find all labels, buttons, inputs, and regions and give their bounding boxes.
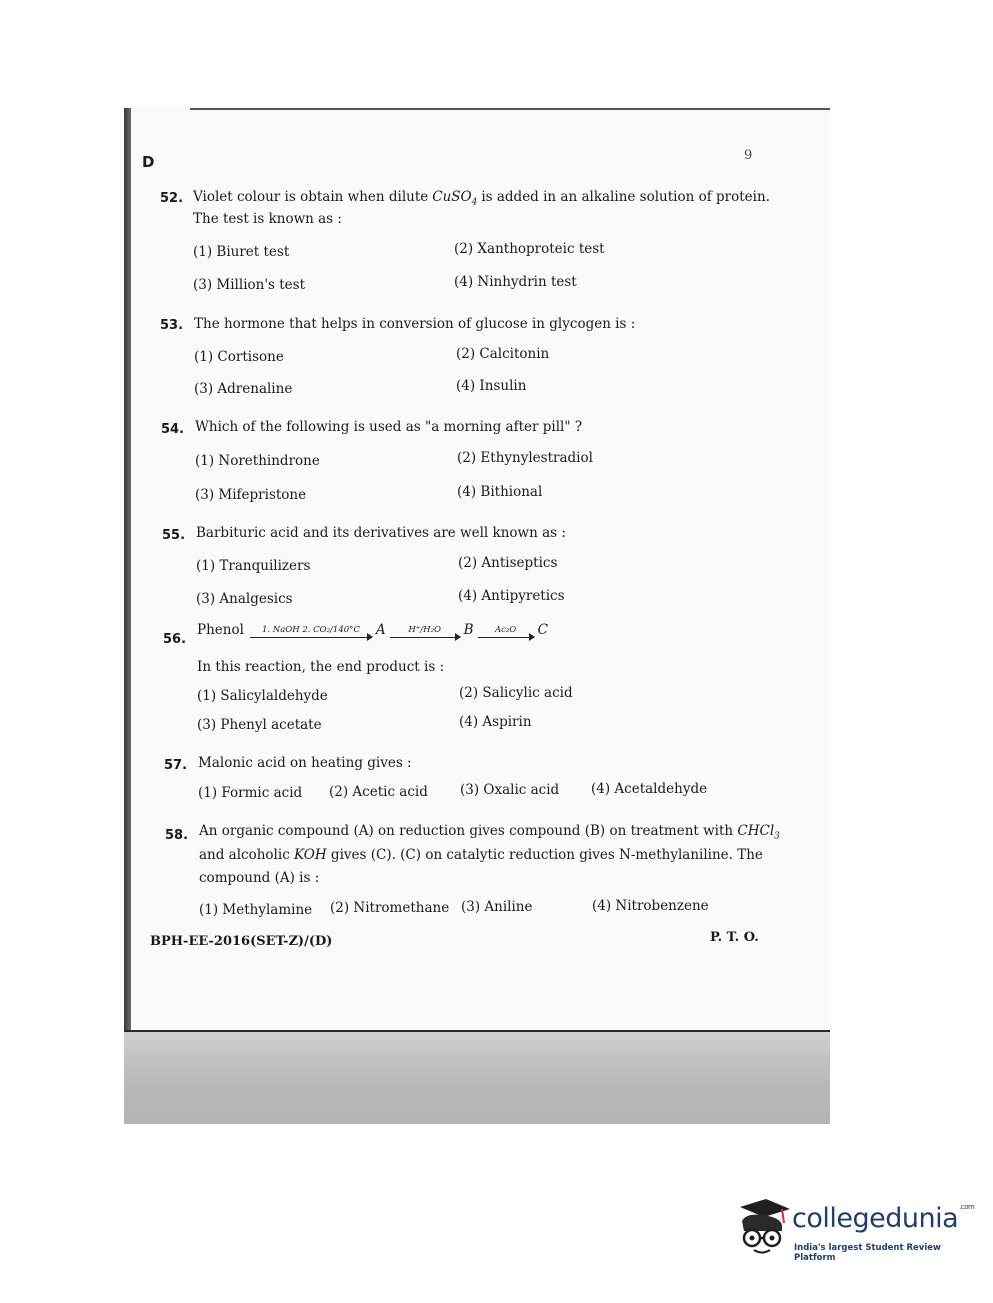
product-c: C (537, 622, 548, 638)
question-number: 58. (165, 828, 189, 843)
question-stem (193, 189, 770, 208)
paper-code: BPH-EE-2016(SET-Z)/(D) (150, 934, 333, 949)
option-1: (1) Cortisone (194, 349, 284, 365)
question-stem-line2: The test is known as : (193, 211, 342, 227)
option-2: (2) Acetic acid (329, 784, 428, 800)
stem-text: is added in an alkaline solution of protein. (481, 189, 770, 205)
reagent-label: H⁺/H₂O (408, 625, 441, 635)
option-3: (3) Phenyl acetate (197, 717, 322, 733)
question-stem: Malonic acid on heating gives : (198, 755, 412, 771)
stem-text: gives (C). (C) on catalytic reduction gives N-methylaniline. The (330, 847, 763, 863)
question-stem: Which of the following is used as "a morning after pill" ? (195, 419, 583, 435)
chemical-formula: KOH (294, 847, 327, 863)
option-1: (1) Norethindrone (195, 453, 320, 469)
option-2: (2) Calcitonin (456, 346, 550, 362)
reaction-arrow (390, 623, 460, 638)
option-4: (4) Bithional (457, 484, 543, 500)
stem-text: and alcoholic (199, 847, 290, 863)
option-1: (1) Formic acid (198, 785, 303, 801)
reagent-label: Ac₂O (494, 625, 517, 635)
question-stem: The hormone that helps in conversion of glucose in glycogen is : (194, 316, 636, 332)
question-number: 55. (162, 528, 186, 543)
question-stem-line3: compound (A) is : (199, 870, 320, 886)
set-letter: D (142, 153, 155, 171)
question-stem-line2 (199, 847, 763, 863)
formula-subscript: 3 (774, 831, 780, 842)
pto-label: P. T. O. (710, 930, 759, 945)
intermediate-a: A (375, 622, 386, 638)
reaction-scheme (197, 622, 550, 638)
mascot-icon (732, 1195, 792, 1257)
option-4: (4) Ninhydrin test (454, 274, 577, 290)
question-number: 52. (160, 191, 184, 206)
option-1: (1) Biuret test (193, 244, 290, 260)
question-number: 53. (160, 318, 184, 333)
option-2: (2) Nitromethane (330, 900, 450, 916)
option-2: (2) Ethynylestradiol (457, 450, 593, 466)
question-stem-line2: In this reaction, the end product is : (197, 659, 445, 675)
option-3: (3) Oxalic acid (460, 782, 560, 798)
option-3: (3) Adrenaline (194, 381, 293, 397)
intermediate-b: B (463, 622, 474, 638)
stem-text: An organic compound (A) on reduction gives compound (B) on treatment with (199, 823, 734, 839)
option-4: (4) Nitrobenzene (592, 898, 709, 914)
logo-wordmark (792, 1203, 974, 1234)
page-number: 9 (744, 148, 753, 163)
chemical-formula (737, 823, 780, 842)
option-2: (2) Xanthoproteic test (454, 241, 605, 257)
formula-text: CuSO (432, 189, 472, 205)
logo-suffix: .com (959, 1203, 975, 1211)
option-1: (1) Salicylaldehyde (197, 688, 328, 704)
reaction-arrow (478, 623, 534, 638)
logo-name: collegedunia (792, 1203, 959, 1234)
question-stem (199, 823, 780, 842)
collegedunia-logo (732, 1195, 975, 1265)
option-2: (2) Salicylic acid (459, 685, 573, 701)
stem-text: Violet colour is obtain when dilute (193, 189, 429, 205)
reagent-label: 1. NaOH 2. CO₂/140°C (261, 625, 360, 635)
reactant-phenol: Phenol (197, 622, 244, 638)
question-number: 57. (164, 758, 188, 773)
top-rule (190, 108, 830, 110)
question-number: 54. (161, 422, 185, 437)
chemical-formula (432, 189, 477, 208)
question-number: 56. (163, 632, 187, 647)
scan-binding-shadow (124, 108, 131, 1124)
option-1: (1) Tranquilizers (196, 558, 311, 574)
option-3: (3) Mifepristone (195, 487, 307, 503)
question-stem: Barbituric acid and its derivatives are well known as : (196, 525, 566, 541)
option-4: (4) Acetaldehyde (591, 781, 708, 797)
formula-text: CHCl (737, 823, 775, 839)
option-1: (1) Methylamine (199, 902, 313, 918)
option-4: (4) Antipyretics (458, 588, 565, 604)
scanned-exam-page (124, 108, 830, 1124)
formula-subscript: 4 (471, 197, 478, 208)
option-3: (3) Aniline (461, 899, 533, 915)
scan-gray-margin (124, 1032, 830, 1124)
option-3: (3) Analgesics (196, 591, 293, 607)
option-3: (3) Million's test (193, 277, 306, 293)
logo-tagline: India's largest Student Review Platform (794, 1243, 941, 1263)
option-2: (2) Antiseptics (458, 555, 558, 571)
reaction-arrow (250, 623, 372, 638)
option-4: (4) Insulin (456, 378, 527, 394)
option-4: (4) Aspirin (459, 714, 532, 730)
